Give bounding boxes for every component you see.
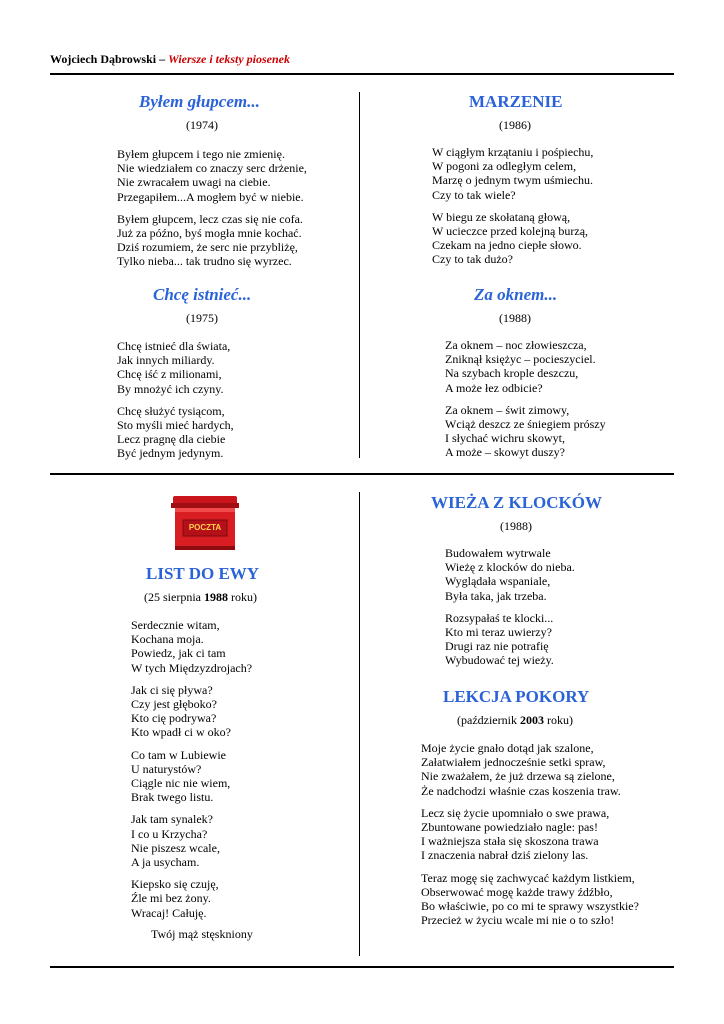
poem-line: Nie zważałem, że już drzewa są zielone, xyxy=(421,769,615,784)
stanza xyxy=(117,404,317,461)
poem-line: Być jednym jedynym. xyxy=(117,446,224,461)
stanza xyxy=(131,683,331,740)
poem-date: (1988) xyxy=(500,519,532,533)
stanza xyxy=(432,210,632,267)
poem-line: Chcę służyć tysiącom, xyxy=(117,403,225,418)
poem-line: W pogoni za odległym celem, xyxy=(432,159,577,174)
poem-body xyxy=(131,618,331,920)
poem-line: Załatwiałem jednocześnie setki spraw, xyxy=(421,755,606,770)
poem-line: Zniknął księżyc – pocieszyciel. xyxy=(445,352,596,367)
poem-line: W biegu ze skołataną głową, xyxy=(432,209,571,224)
poem-body xyxy=(117,147,317,269)
poem-line: Czekam na jedno ciepłe słowo. xyxy=(432,238,582,253)
poem-title: LIST DO EWY xyxy=(146,564,260,583)
stanza xyxy=(445,611,665,668)
poem-title: WIEŻA Z KLOCKÓW xyxy=(431,493,602,512)
poem-line: Byłem głupcem i tego nie zmienię. xyxy=(117,147,285,161)
poem-line: I co u Krzycha? xyxy=(131,826,208,841)
poem-list-do-ewy xyxy=(131,564,331,942)
poem-line: Już za późno, byś mogła mnie kochać. xyxy=(117,226,302,241)
poem-line: Kochana moja. xyxy=(131,632,204,647)
poem-line: U naturystów? xyxy=(131,761,202,776)
poem-line: Kto cię podrywa? xyxy=(131,711,217,726)
poem-line: Wyglądała wspaniale, xyxy=(445,574,551,589)
poem-chce-istniec xyxy=(117,285,317,469)
poem-line: Byłem głupcem, lecz czas się nie cofa. xyxy=(117,211,303,226)
stanza xyxy=(445,403,645,460)
poem-line: Przegapiłem...A mogłem być w niebie. xyxy=(117,189,304,204)
poem-line: Zbuntowane powiedziało nagle: pas! xyxy=(421,820,598,835)
poem-line: Brak twego listu. xyxy=(131,790,214,805)
poem-line: Powiedz, jak ci tam xyxy=(131,646,226,661)
poem-line: I ważniejsza stała się skoszona trawa xyxy=(421,834,599,849)
poem-line: Wracaj! Całuję. xyxy=(131,905,207,920)
poem-line: Rozsypałaś te klocki... xyxy=(445,610,554,625)
stanza xyxy=(131,812,331,869)
header-dash: – xyxy=(156,52,169,66)
poem-title: Za oknem... xyxy=(474,285,558,304)
poem-za-oknem xyxy=(445,285,645,468)
poem-line: W ciągłym krzątaniu i pośpiechu, xyxy=(432,145,594,159)
poem-line: Nie piszesz wcale, xyxy=(131,840,220,855)
column-divider-bottom xyxy=(359,492,360,956)
poem-line: Tylko nieba... tak trudno się wyrzec. xyxy=(117,254,292,269)
stanza xyxy=(445,338,645,395)
poem-date: (październik 2003 roku) xyxy=(457,713,573,727)
stanza xyxy=(421,871,661,928)
author-name: Wojciech Dąbrowski xyxy=(50,52,157,66)
poem-line: I słychać wichru skowyt, xyxy=(445,431,565,446)
poem-line: Za oknem – noc złowieszcza, xyxy=(445,338,587,352)
poem-line: Obserwować mogę każde trawy źdźbło, xyxy=(421,884,613,899)
poem-line: Budowałem wytrwale xyxy=(445,546,551,560)
poem-date: (1988) xyxy=(499,311,531,325)
poem-line: Jak ci się pływa? xyxy=(131,682,213,697)
poem-title: Byłem głupcem... xyxy=(139,92,260,111)
poem-title: MARZENIE xyxy=(469,92,563,111)
poem-line: Lecz się życie upomniało o swe prawa, xyxy=(421,805,610,820)
poem-line: Za oknem – świt zimowy, xyxy=(445,402,570,417)
poem-line: Moje życie gnało dotąd jak szalone, xyxy=(421,741,594,755)
poem-date: (1975) xyxy=(186,311,218,325)
poem-line: Źle mi bez żony. xyxy=(131,891,211,906)
poem-line: Ciągle nic nie wiem, xyxy=(131,776,231,791)
poem-body xyxy=(117,339,317,461)
poem-line: Wciąż deszcz ze śniegiem prószy xyxy=(445,417,606,432)
poem-body xyxy=(445,338,645,460)
stanza xyxy=(421,741,661,798)
poem-line: Bo właściwie, po co mi te sprawy wszystkie? xyxy=(421,899,639,914)
page-header xyxy=(50,52,290,67)
poem-line: Sto myśli mieć hardych, xyxy=(117,418,234,433)
column-divider-top xyxy=(359,92,360,458)
poem-line: I znaczenia nabrał dziś zielony las. xyxy=(421,848,589,863)
stanza xyxy=(131,877,331,920)
mailbox-icon xyxy=(171,496,239,557)
poem-line: A ja usycham. xyxy=(131,855,200,870)
poem-line: W tych Międzyzdrojach? xyxy=(131,660,253,675)
poem-marzenie xyxy=(432,92,632,275)
poem-line: Marzę o jednym twym uśmiechu. xyxy=(432,173,593,188)
poem-line: Kto mi teraz uwierzy? xyxy=(445,625,552,640)
stanza xyxy=(445,546,665,603)
poem-line: Przecież w życiu wcale mi nie o to szło! xyxy=(421,913,615,928)
stanza xyxy=(117,212,317,269)
mailbox-label: POCZTA xyxy=(188,523,222,532)
poem-line: Jak innych miliardy. xyxy=(117,353,215,368)
poem-line: Chcę iść z milionami, xyxy=(117,367,222,382)
poem-line: Wieżę z klocków do nieba. xyxy=(445,560,575,575)
poem-line: Dziś rozumiem, że serc nie przybliżę, xyxy=(117,240,298,255)
poem-line: Na szybach krople deszczu, xyxy=(445,366,579,381)
poem-date: (1974) xyxy=(186,118,218,132)
poem-title: LEKCJA POKORY xyxy=(443,687,590,706)
poem-line: Nie zwracałem uwagi na ciebie. xyxy=(117,175,271,190)
poem-line: Była taka, jak trzeba. xyxy=(445,588,547,603)
stanza xyxy=(117,339,317,396)
poem-body xyxy=(421,741,661,927)
poem-body xyxy=(445,546,665,668)
poem-wieza-z-klockow xyxy=(431,493,665,676)
poem-line: Że nadchodzi właśnie czas koszenia traw. xyxy=(421,783,621,798)
poem-date: (25 sierpnia 1988 roku) xyxy=(144,590,257,604)
poem-line: Lecz pragnę dla ciebie xyxy=(117,432,226,447)
stanza xyxy=(131,618,331,675)
poem-line: Jak tam synalek? xyxy=(131,812,213,827)
stanza xyxy=(421,806,661,863)
poem-line: Kto wpadł ci w oko? xyxy=(131,725,231,740)
collection-subtitle: Wiersze i teksty piosenek xyxy=(168,52,290,66)
poem-line: By mnożyć ich czyny. xyxy=(117,381,224,396)
section-rule xyxy=(50,473,674,475)
poem-line: Serdecznie witam, xyxy=(131,618,220,632)
poem-line: W ucieczce przed kolejną burzą, xyxy=(432,224,589,239)
poem-bylem-glupcem xyxy=(117,92,317,277)
poem-line: Kiepsko się czuję, xyxy=(131,877,219,892)
poem-line: Nie wiedziałem co znaczy serc drżenie, xyxy=(117,161,307,176)
poem-lekcja-pokory xyxy=(421,687,661,935)
poem-line: A może – skowyt duszy? xyxy=(445,445,565,460)
poem-line: Chcę istnieć dla świata, xyxy=(117,339,231,353)
poem-line: Teraz mogę się zachwycać każdym listkiem, xyxy=(421,870,635,885)
stanza xyxy=(432,145,632,202)
footer-rule xyxy=(50,966,674,968)
poem-title: Chcę istnieć... xyxy=(153,285,252,304)
header-rule xyxy=(50,73,674,75)
stanza xyxy=(117,147,317,204)
poem-line: Czy to tak dużo? xyxy=(432,252,513,267)
poem-line: Czy to tak wiele? xyxy=(432,187,516,202)
poem-line: Drugi raz nie potrafię xyxy=(445,639,549,654)
poem-line: Czy jest głęboko? xyxy=(131,697,217,712)
poem-line: Co tam w Lubiewie xyxy=(131,747,226,762)
poem-body xyxy=(432,145,632,267)
stanza xyxy=(131,748,331,805)
poem-signature: Twój mąż stęskniony xyxy=(151,926,253,941)
poem-line: Wybudować tej wieży. xyxy=(445,653,554,668)
poem-date: (1986) xyxy=(499,118,531,132)
poem-line: A może łez odbicie? xyxy=(445,380,543,395)
